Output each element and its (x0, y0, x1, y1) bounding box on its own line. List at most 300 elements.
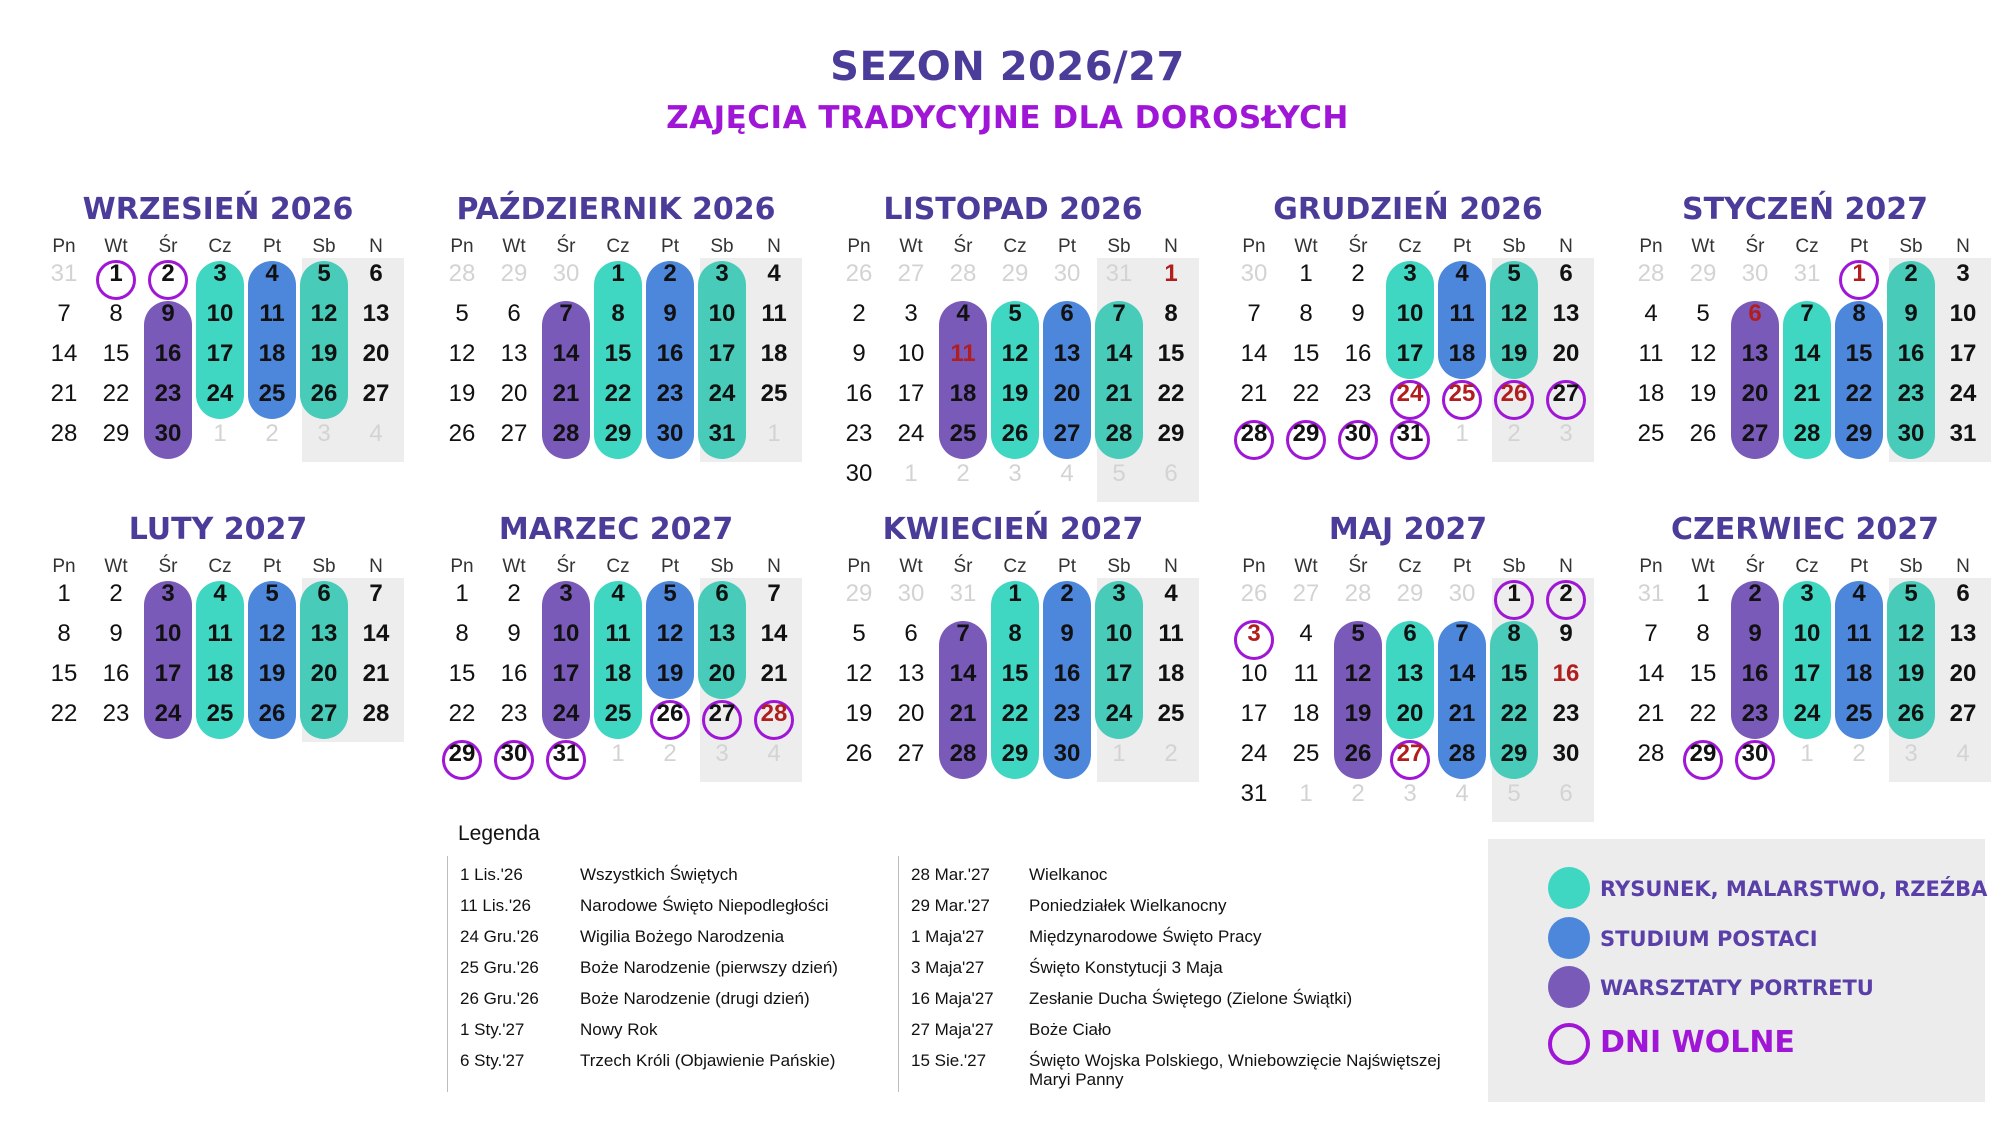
day-cell: 20 (897, 700, 925, 727)
day-cell: 18 (258, 340, 286, 367)
day-cell: 25 (949, 420, 977, 447)
day-cell: 26 (845, 740, 873, 767)
month-name: STYCZEŃ 2027 (1681, 192, 1929, 227)
day-cell: 6 (1403, 620, 1417, 647)
weekday-header: Pt (263, 556, 281, 577)
day-cell: 29 (448, 740, 476, 767)
weekday-header: N (369, 556, 383, 577)
weekday-header: Śr (953, 236, 973, 257)
day-cell: 11 (259, 300, 285, 327)
day-cell: 17 (1396, 340, 1424, 367)
day-outside: 29 (1001, 260, 1029, 287)
day-cell: 24 (1240, 740, 1268, 767)
day-cell: 4 (1852, 580, 1866, 607)
day-cell: 17 (206, 340, 234, 367)
warsztaty-swatch-icon (1548, 966, 1590, 1008)
month-name: GRUDZIEŃ 2026 (1273, 192, 1543, 227)
day-cell: 17 (154, 660, 182, 687)
studium-label: STUDIUM POSTACI (1600, 927, 1818, 951)
day-cell: 20 (1741, 380, 1769, 407)
day-cell: 21 (1448, 700, 1476, 727)
legend-holiday-name: Święto Konstytucji 3 Maja (1029, 958, 1223, 977)
day-cell: 15 (1292, 340, 1320, 367)
weekday-header: Wt (1294, 556, 1318, 577)
day-cell: 21 (362, 660, 390, 687)
weekday-header: N (1559, 556, 1573, 577)
day-outside: 27 (897, 260, 925, 287)
day-cell: 23 (845, 420, 873, 447)
legend-holiday-name: Narodowe Święto Niepodległości (580, 896, 829, 915)
day-cell: 21 (1105, 380, 1133, 407)
day-cell: 5 (1904, 580, 1918, 607)
day-cell: 9 (1904, 300, 1918, 327)
day-cell: 30 (845, 460, 873, 487)
day-outside: 2 (265, 420, 279, 447)
legend-date: 27 Maja'27 (911, 1020, 994, 1039)
day-cell: 20 (310, 660, 338, 687)
day-outside: 3 (1559, 420, 1573, 447)
day-outside: 28 (448, 260, 476, 287)
day-cell: 18 (1292, 700, 1320, 727)
day-cell: 19 (1897, 660, 1925, 687)
day-cell: 10 (1793, 620, 1821, 647)
day-cell: 10 (1240, 660, 1268, 687)
day-cell: 24 (708, 380, 736, 407)
legend-date: 26 Gru.'26 (460, 989, 539, 1008)
day-cell: 15 (50, 660, 78, 687)
day-outside: 1 (904, 460, 918, 487)
day-cell: 5 (852, 620, 866, 647)
weekday-header: Pt (1058, 556, 1076, 577)
legend-holiday-name: Boże Ciało (1029, 1020, 1112, 1039)
day-cell: 29 (1157, 420, 1185, 447)
day-cell: 7 (57, 300, 71, 327)
day-outside: 3 (317, 420, 331, 447)
day-cell: 12 (258, 620, 286, 647)
day-cell: 11 (950, 340, 976, 367)
day-cell: 5 (663, 580, 677, 607)
day-outside: 4 (767, 740, 781, 767)
day-cell: 26 (1500, 380, 1528, 407)
day-cell: 24 (897, 420, 925, 447)
weekday-header: Wt (1691, 556, 1715, 577)
day-cell: 13 (897, 660, 925, 687)
day-cell: 7 (1644, 620, 1658, 647)
day-cell: 23 (1344, 380, 1372, 407)
day-cell: 12 (1344, 660, 1372, 687)
day-cell: 2 (1060, 580, 1074, 607)
day-cell: 26 (258, 700, 286, 727)
day-cell: 17 (1949, 340, 1977, 367)
day-cell: 23 (1053, 700, 1081, 727)
day-cell: 26 (310, 380, 338, 407)
day-cell: 18 (760, 340, 788, 367)
day-cell: 5 (265, 580, 279, 607)
studium-swatch-icon (1548, 917, 1590, 959)
day-cell: 1 (1299, 260, 1313, 287)
day-cell: 19 (310, 340, 338, 367)
day-cell: 11 (1449, 300, 1475, 327)
weekday-header: Pt (1850, 556, 1868, 577)
day-cell: 1 (455, 580, 469, 607)
day-cell: 15 (1001, 660, 1029, 687)
day-cell: 21 (552, 380, 580, 407)
day-cell: 9 (109, 620, 123, 647)
day-outside: 2 (956, 460, 970, 487)
day-cell: 12 (1689, 340, 1717, 367)
day-cell: 19 (1001, 380, 1029, 407)
weekday-header: Pn (450, 236, 474, 257)
day-cell: 6 (715, 580, 729, 607)
day-cell: 30 (500, 740, 528, 767)
month-10 (1625, 508, 1985, 808)
day-cell: 22 (1292, 380, 1320, 407)
weekday-header: Pn (1242, 556, 1266, 577)
day-cell: 1 (1008, 580, 1022, 607)
day-cell: 14 (760, 620, 788, 647)
day-cell: 18 (1448, 340, 1476, 367)
day-outside: 3 (1403, 780, 1417, 807)
day-cell: 16 (1552, 660, 1580, 687)
day-cell: 25 (1448, 380, 1476, 407)
day-cell: 3 (1247, 620, 1261, 647)
day-cell: 27 (500, 420, 528, 447)
weekday-header: Cz (1003, 556, 1027, 577)
day-cell: 21 (760, 660, 788, 687)
day-outside: 3 (715, 740, 729, 767)
day-outside: 28 (949, 260, 977, 287)
weekday-header: Śr (953, 556, 973, 577)
day-cell: 23 (154, 380, 182, 407)
weekday-header: Wt (1294, 236, 1318, 257)
weekday-header: Sb (1107, 236, 1131, 257)
day-cell: 22 (1500, 700, 1528, 727)
day-cell: 13 (1949, 620, 1977, 647)
day-cell: 6 (369, 260, 383, 287)
day-cell: 27 (362, 380, 390, 407)
day-outside: 30 (552, 260, 580, 287)
day-cell: 10 (206, 300, 234, 327)
day-outside: 1 (767, 420, 781, 447)
weekday-header: Pn (847, 236, 871, 257)
legend-right-column (898, 856, 1459, 1092)
day-cell: 25 (206, 700, 234, 727)
day-cell: 18 (1637, 380, 1665, 407)
day-cell: 6 (1559, 260, 1573, 287)
day-cell: 4 (611, 580, 625, 607)
day-cell: 31 (1240, 780, 1268, 807)
day-cell: 9 (852, 340, 866, 367)
day-outside: 31 (1637, 580, 1665, 607)
weekday-header: Śr (1348, 236, 1368, 257)
day-outside: 1 (1800, 740, 1814, 767)
day-cell: 20 (500, 380, 528, 407)
day-outside: 2 (1852, 740, 1866, 767)
day-cell: 25 (258, 380, 286, 407)
day-cell: 29 (604, 420, 632, 447)
day-cell: 28 (362, 700, 390, 727)
legend-date: 25 Gru.'26 (460, 958, 539, 977)
legend-date: 28 Mar.'27 (911, 865, 990, 884)
day-outside: 28 (1344, 580, 1372, 607)
day-cell: 28 (949, 740, 977, 767)
day-outside: 5 (1507, 780, 1521, 807)
day-cell: 7 (369, 580, 383, 607)
day-cell: 12 (1500, 300, 1528, 327)
day-cell: 8 (1008, 620, 1022, 647)
legend-holiday-name: Międzynarodowe Święto Pracy (1029, 927, 1262, 946)
weekday-header: Cz (1398, 236, 1422, 257)
day-cell: 2 (1351, 260, 1365, 287)
day-cell: 27 (1949, 700, 1977, 727)
day-outside: 31 (1793, 260, 1821, 287)
day-cell: 25 (1845, 700, 1873, 727)
day-cell: 10 (708, 300, 736, 327)
weekday-header: Cz (1003, 236, 1027, 257)
weekday-header: Wt (899, 236, 923, 257)
weekday-header: Cz (606, 236, 630, 257)
day-cell: 26 (1001, 420, 1029, 447)
day-outside: 3 (1904, 740, 1918, 767)
weekday-header: Sb (1502, 556, 1526, 577)
day-outside: 29 (1396, 580, 1424, 607)
month-name: MARZEC 2027 (498, 512, 734, 547)
weekday-header: Cz (208, 556, 232, 577)
legend-holiday-name: Boże Narodzenie (drugi dzień) (580, 989, 810, 1008)
rysunek-swatch-icon (1548, 867, 1590, 909)
day-cell: 21 (1240, 380, 1268, 407)
day-cell: 31 (1949, 420, 1977, 447)
weekday-header: Pt (1453, 556, 1471, 577)
day-cell: 16 (500, 660, 528, 687)
day-cell: 7 (767, 580, 781, 607)
day-cell: 14 (1793, 340, 1821, 367)
weekday-header: Śr (158, 556, 178, 577)
day-cell: 19 (656, 660, 684, 687)
weekday-header: Śr (556, 236, 576, 257)
day-cell: 24 (1105, 700, 1133, 727)
month-1 (38, 188, 398, 488)
legend-date: 15 Sie.'27 (911, 1051, 987, 1070)
weekday-header: Cz (1795, 236, 1819, 257)
day-cell: 22 (604, 380, 632, 407)
day-cell: 28 (1240, 420, 1268, 447)
legend-date: 6 Sty.'27 (460, 1051, 525, 1070)
day-cell: 12 (448, 340, 476, 367)
day-cell: 7 (559, 300, 573, 327)
day-cell: 26 (656, 700, 684, 727)
weekday-header: Pn (1242, 236, 1266, 257)
weekday-header: Śr (1745, 236, 1765, 257)
weekday-header: Wt (502, 556, 526, 577)
day-cell: 17 (1793, 660, 1821, 687)
day-cell: 15 (102, 340, 130, 367)
day-cell: 22 (50, 700, 78, 727)
legend-date: 1 Maja'27 (911, 927, 985, 946)
day-cell: 22 (1689, 700, 1717, 727)
color-key (1488, 839, 1988, 1102)
day-cell: 1 (1507, 580, 1521, 607)
day-cell: 12 (1897, 620, 1925, 647)
legend-date: 1 Lis.'26 (460, 865, 523, 884)
day-cell: 29 (1845, 420, 1873, 447)
month-9 (1228, 508, 1588, 808)
weekday-header: N (1956, 236, 1970, 257)
day-cell: 3 (1800, 580, 1814, 607)
day-outside: 5 (1112, 460, 1126, 487)
day-cell: 11 (1293, 660, 1319, 687)
day-cell: 3 (1956, 260, 1970, 287)
day-outside: 31 (949, 580, 977, 607)
day-cell: 6 (1060, 300, 1074, 327)
day-cell: 20 (1396, 700, 1424, 727)
weekday-header: Cz (208, 236, 232, 257)
legend-holiday-name: Trzech Króli (Objawienie Pańskie) (580, 1051, 836, 1070)
legend-title: Legenda (458, 822, 540, 845)
day-cell: 25 (1637, 420, 1665, 447)
day-cell: 9 (161, 300, 175, 327)
month-name: MAJ 2027 (1328, 512, 1488, 547)
day-cell: 21 (1793, 380, 1821, 407)
weekday-header: Sb (312, 556, 336, 577)
day-outside: 4 (369, 420, 383, 447)
day-cell: 30 (154, 420, 182, 447)
day-cell: 1 (109, 260, 123, 287)
day-cell: 14 (552, 340, 580, 367)
day-outside: 31 (50, 260, 78, 287)
day-cell: 27 (708, 700, 736, 727)
day-cell: 29 (1001, 740, 1029, 767)
day-outside: 2 (1351, 780, 1365, 807)
weekday-header: Wt (502, 236, 526, 257)
day-cell: 19 (1344, 700, 1372, 727)
day-cell: 4 (767, 260, 781, 287)
month-5 (1625, 188, 1985, 488)
day-outside: 1 (1455, 420, 1469, 447)
weekday-header: Cz (1398, 556, 1422, 577)
day-cell: 29 (1500, 740, 1528, 767)
day-cell: 19 (1689, 380, 1717, 407)
day-cell: 24 (1793, 700, 1821, 727)
day-cell: 3 (904, 300, 918, 327)
day-cell: 24 (206, 380, 234, 407)
day-cell: 11 (761, 300, 787, 327)
day-cell: 22 (1845, 380, 1873, 407)
weekday-header: N (767, 556, 781, 577)
day-cell: 30 (1741, 740, 1769, 767)
day-cell: 13 (362, 300, 390, 327)
day-cell: 23 (1897, 380, 1925, 407)
day-outside: 1 (1299, 780, 1313, 807)
day-cell: 12 (1001, 340, 1029, 367)
day-cell: 27 (897, 740, 925, 767)
day-cell: 5 (1507, 260, 1521, 287)
day-cell: 8 (1507, 620, 1521, 647)
weekday-header: Pn (1639, 556, 1663, 577)
day-cell: 4 (213, 580, 227, 607)
day-cell: 13 (708, 620, 736, 647)
day-cell: 12 (656, 620, 684, 647)
day-cell: 1 (1164, 260, 1178, 287)
legend-date: 1 Sty.'27 (460, 1020, 525, 1039)
day-cell: 8 (611, 300, 625, 327)
day-cell: 13 (500, 340, 528, 367)
weekday-header: Wt (1691, 236, 1715, 257)
weekday-header: N (1164, 556, 1178, 577)
day-cell: 8 (1299, 300, 1313, 327)
day-cell: 20 (1053, 380, 1081, 407)
day-cell: 31 (1396, 420, 1424, 447)
day-cell: 24 (552, 700, 580, 727)
day-cell: 10 (552, 620, 580, 647)
month-2 (436, 188, 796, 488)
day-cell: 7 (1455, 620, 1469, 647)
weekday-header: Sb (710, 236, 734, 257)
day-cell: 21 (50, 380, 78, 407)
day-cell: 7 (956, 620, 970, 647)
day-cell: 8 (1696, 620, 1710, 647)
day-outside: 26 (845, 260, 873, 287)
day-cell: 30 (1897, 420, 1925, 447)
month-6 (38, 508, 398, 808)
day-cell: 28 (1105, 420, 1133, 447)
day-cell: 17 (552, 660, 580, 687)
day-outside: 30 (1053, 260, 1081, 287)
day-cell: 22 (102, 380, 130, 407)
day-cell: 16 (1741, 660, 1769, 687)
weekday-header: Wt (899, 556, 923, 577)
day-cell: 9 (1748, 620, 1762, 647)
day-cell: 4 (1299, 620, 1313, 647)
day-outside: 4 (1455, 780, 1469, 807)
day-cell: 13 (1552, 300, 1580, 327)
month-3 (833, 188, 1193, 488)
weekday-header: Sb (1899, 236, 1923, 257)
weekday-header: Pn (52, 236, 76, 257)
legend-holiday-name: Zesłanie Ducha Świętego (Zielone Świątki) (1029, 989, 1353, 1008)
month-name: LUTY 2027 (128, 512, 308, 547)
day-cell: 5 (317, 260, 331, 287)
day-cell: 10 (897, 340, 925, 367)
day-cell: 4 (1455, 260, 1469, 287)
day-cell: 27 (1396, 740, 1424, 767)
day-cell: 9 (507, 620, 521, 647)
day-cell: 28 (1793, 420, 1821, 447)
day-cell: 16 (1053, 660, 1081, 687)
legend-holiday-name: Poniedziałek Wielkanocny (1029, 896, 1227, 915)
day-cell: 18 (1157, 660, 1185, 687)
day-cell: 6 (1956, 580, 1970, 607)
day-outside: 6 (1164, 460, 1178, 487)
day-outside: 4 (1956, 740, 1970, 767)
day-cell: 14 (1448, 660, 1476, 687)
weekday-header: Sb (710, 556, 734, 577)
day-cell: 2 (663, 260, 677, 287)
weekday-header: Pt (661, 556, 679, 577)
weekday-header: Pt (263, 236, 281, 257)
weekday-header: Wt (104, 236, 128, 257)
legend-date: 11 Lis.'26 (460, 896, 531, 915)
weekday-header: Cz (606, 556, 630, 577)
day-cell: 24 (154, 700, 182, 727)
day-cell: 15 (448, 660, 476, 687)
day-cell: 25 (604, 700, 632, 727)
day-cell: 11 (1158, 620, 1184, 647)
day-cell: 5 (1351, 620, 1365, 647)
day-cell: 3 (715, 260, 729, 287)
day-outside: 1 (611, 740, 625, 767)
day-cell: 30 (656, 420, 684, 447)
